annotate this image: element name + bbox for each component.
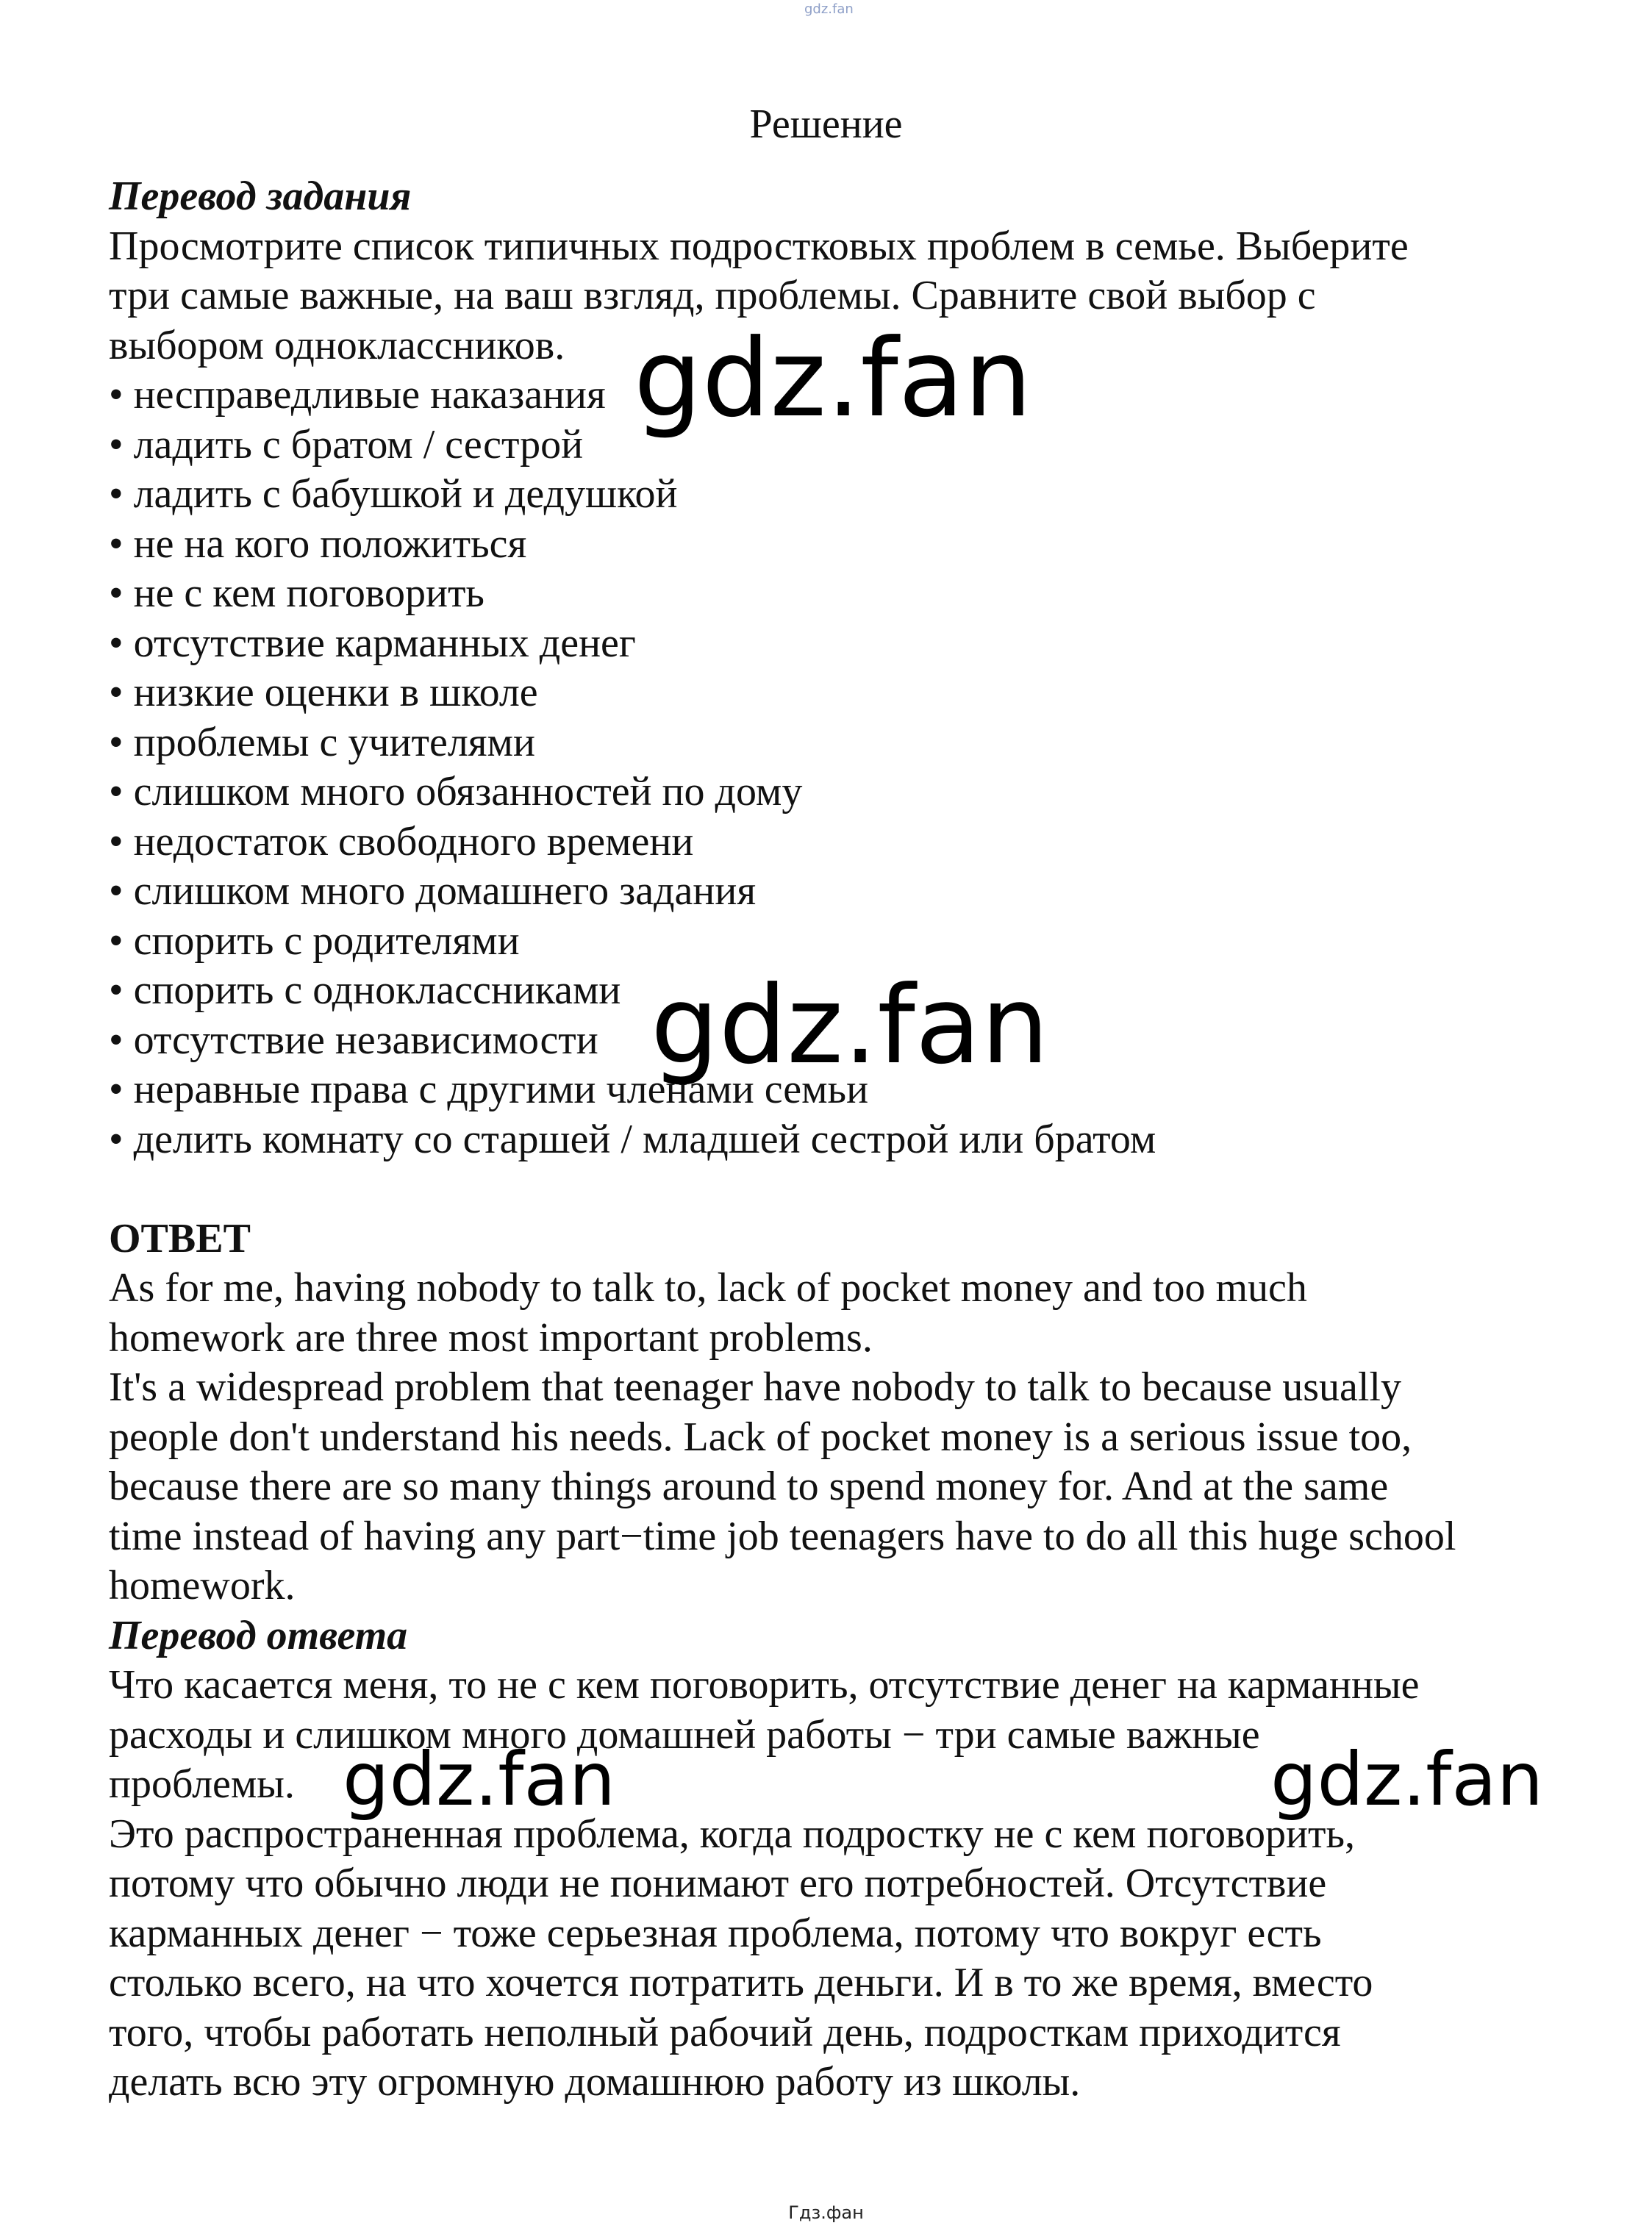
list-item: • слишком много домашнего задания	[109, 868, 757, 914]
list-item: • несправедливые наказания	[109, 372, 606, 418]
answer-translation-line: столько всего, на что хочется потратить деньги. И в то же время, вместо	[109, 1960, 1373, 2005]
task-intro-line: Просмотрите список типичных подростковых проблем в семье. Выберите	[109, 223, 1409, 269]
page-title: Решение	[749, 101, 903, 147]
list-item: • низкие оценки в школе	[109, 670, 538, 715]
list-item: • ладить с братом / сестрой	[109, 421, 584, 468]
answer-line: time instead of having any part−time job teenagers have to do all this huge school	[109, 1513, 1456, 1559]
list-item: • ладить с бабушкой и дедушкой	[109, 471, 678, 517]
answer-line: homework.	[109, 1563, 296, 1608]
list-item: • спорить с родителями	[109, 917, 520, 964]
answer-translation-line: потому что обычно люди не понимают его потребностей. Отсутствие	[109, 1861, 1327, 1906]
answer-translation-line: Это распространенная проблема, когда подростку не с кем поговорить,	[109, 1811, 1356, 1857]
list-item: • отсутствие карманных денег	[109, 620, 636, 666]
list-item: • слишком много обязанностей по дому	[109, 769, 803, 815]
footer-watermark: Гдз.фан	[788, 2202, 864, 2223]
watermark-text: gdz.fan	[651, 963, 1049, 1088]
answer-line: As for me, having nobody to talk to, lack of pocket money and too much	[109, 1265, 1307, 1311]
answer-translation-line: делать всю эту огромную домашнюю работу из школы.	[109, 2059, 1081, 2105]
answer-heading: ОТВЕТ	[109, 1215, 251, 1261]
answer-line: people don't understand his needs. Lack of pocket money is a serious issue too,	[109, 1414, 1412, 1460]
answer-translation-line: расходы и слишком много домашней работы − три самые важные	[109, 1711, 1260, 1758]
task-intro-line: три самые важные, на ваш взгляд, проблемы. Сравните свой выбор с	[109, 273, 1316, 318]
top-watermark: gdz.fan	[804, 1, 854, 17]
answer-translation-line: того, чтобы работать неполный рабочий день, подросткам приходится	[109, 2009, 1341, 2055]
list-item: • отсутствие независимости	[109, 1017, 598, 1063]
task-translation-heading: Перевод задания	[109, 173, 412, 219]
list-item: • не с кем поговорить	[109, 570, 484, 616]
answer-line: because there are so many things around to spend money for. And at the same	[109, 1464, 1389, 1509]
answer-line: homework are three most important problems.	[109, 1314, 873, 1361]
list-item: • делить комнату со старшей / младшей сестрой или братом	[109, 1116, 1156, 1162]
answer-translation-line: проблемы.	[109, 1761, 295, 1807]
answer-line: It's a widespread problem that teenager have nobody to talk to because usually	[109, 1364, 1401, 1410]
list-item: • неравные права с другими членами семьи	[109, 1067, 869, 1112]
list-item: • спорить с одноклассниками	[109, 967, 621, 1013]
task-intro-line: выбором одноклассников.	[109, 322, 565, 368]
list-item: • не на кого положиться	[109, 520, 527, 567]
answer-translation-heading: Перевод ответа	[109, 1612, 408, 1658]
list-item: • проблемы с учителями	[109, 719, 535, 765]
watermark-text: gdz.fan	[343, 1736, 616, 1822]
section-spacer	[109, 1164, 1550, 1214]
list-item: • недостаток свободного времени	[109, 818, 694, 864]
watermark-text: gdz.fan	[1270, 1736, 1544, 1822]
answer-translation-line: Что касается меня, то не с кем поговорить, отсутствие денег на карманные	[109, 1662, 1420, 1708]
watermark-text: gdz.fan	[634, 316, 1032, 441]
answer-translation-line: карманных денег − тоже серьезная проблема, потому что вокруг есть	[109, 1910, 1322, 1956]
